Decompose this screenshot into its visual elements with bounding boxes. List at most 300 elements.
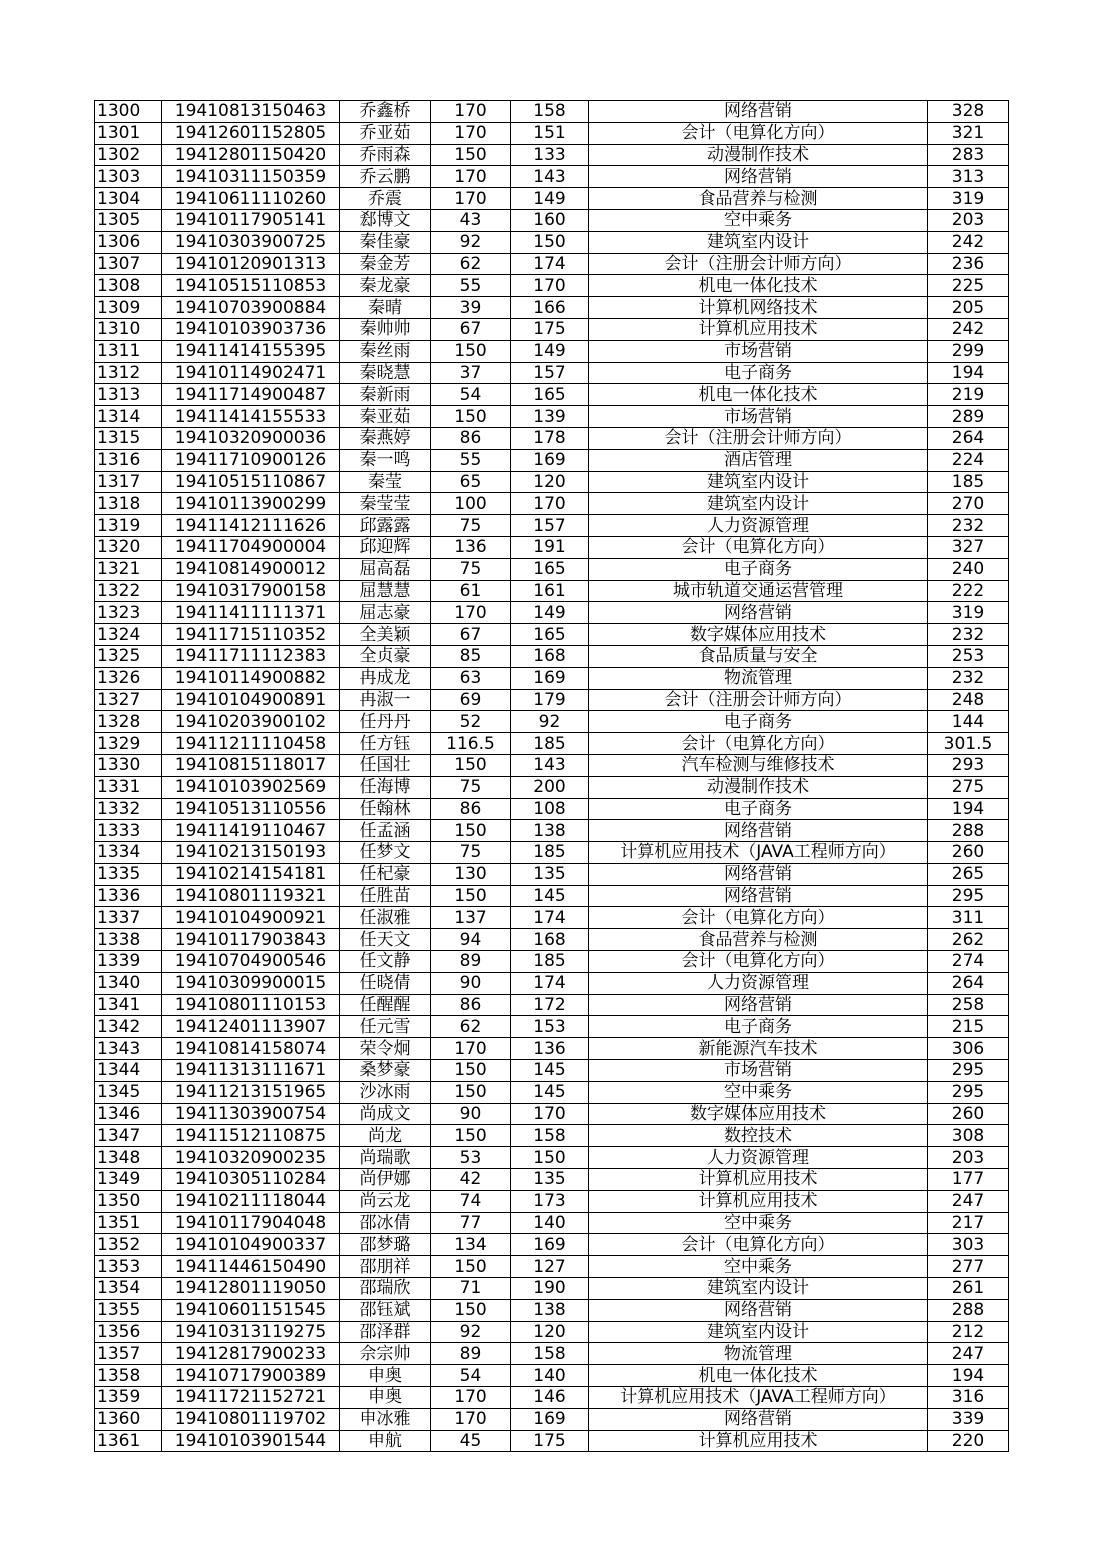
- score-1-cell: 54: [431, 384, 511, 406]
- name-cell: 秦佳豪: [340, 231, 431, 253]
- major-cell: 城市轨道交通运营管理: [589, 580, 928, 602]
- total-score-cell: 205: [928, 297, 1009, 319]
- major-cell: 动漫制作技术: [589, 144, 928, 166]
- total-score-cell: 274: [928, 951, 1009, 973]
- seq-cell: 1315: [95, 427, 162, 449]
- name-cell: 尚伊娜: [340, 1169, 431, 1191]
- score-2-cell: 175: [511, 318, 589, 340]
- exam-id-cell: 19410801119702: [162, 1408, 340, 1430]
- seq-cell: 1319: [95, 515, 162, 537]
- seq-cell: 1345: [95, 1081, 162, 1103]
- seq-cell: 1324: [95, 624, 162, 646]
- table-row: [95, 1212, 1009, 1234]
- score-1-cell: 92: [431, 1321, 511, 1343]
- total-score-cell: 232: [928, 515, 1009, 537]
- seq-cell: 1321: [95, 558, 162, 580]
- exam-id-cell: 19410703900884: [162, 297, 340, 319]
- name-cell: 秦龙豪: [340, 275, 431, 297]
- score-1-cell: 54: [431, 1365, 511, 1387]
- table-row: [95, 1169, 1009, 1191]
- total-score-cell: 261: [928, 1278, 1009, 1300]
- major-cell: 人力资源管理: [589, 1147, 928, 1169]
- seq-cell: 1312: [95, 362, 162, 384]
- total-score-cell: 288: [928, 1299, 1009, 1321]
- total-score-cell: 232: [928, 624, 1009, 646]
- exam-id-cell: 19410814158074: [162, 1038, 340, 1060]
- total-score-cell: 265: [928, 863, 1009, 885]
- table-row: [95, 122, 1009, 144]
- score-2-cell: 120: [511, 1321, 589, 1343]
- exam-id-cell: 19410813150463: [162, 101, 340, 123]
- score-1-cell: 170: [431, 1038, 511, 1060]
- score-1-cell: 89: [431, 951, 511, 973]
- score-2-cell: 138: [511, 1299, 589, 1321]
- table-row: [95, 951, 1009, 973]
- exam-id-cell: 19410103903736: [162, 318, 340, 340]
- total-score-cell: 194: [928, 798, 1009, 820]
- seq-cell: 1341: [95, 994, 162, 1016]
- major-cell: 电子商务: [589, 711, 928, 733]
- major-cell: 会计（电算化方向）: [589, 733, 928, 755]
- total-score-cell: 253: [928, 645, 1009, 667]
- total-score-cell: 247: [928, 1343, 1009, 1365]
- score-1-cell: 170: [431, 188, 511, 210]
- major-cell: 网络营销: [589, 885, 928, 907]
- exam-id-cell: 19410717900389: [162, 1365, 340, 1387]
- table-row: [95, 1103, 1009, 1125]
- total-score-cell: 258: [928, 994, 1009, 1016]
- table-row: [95, 820, 1009, 842]
- seq-cell: 1343: [95, 1038, 162, 1060]
- name-cell: 秦帅帅: [340, 318, 431, 340]
- major-cell: 动漫制作技术: [589, 776, 928, 798]
- score-1-cell: 170: [431, 602, 511, 624]
- score-2-cell: 157: [511, 362, 589, 384]
- name-cell: 冉淑一: [340, 689, 431, 711]
- major-cell: 会计（电算化方向）: [589, 951, 928, 973]
- table-row: [95, 1081, 1009, 1103]
- table-row: [95, 1256, 1009, 1278]
- seq-cell: 1300: [95, 101, 162, 123]
- major-cell: 计算机应用技术: [589, 318, 928, 340]
- score-1-cell: 77: [431, 1212, 511, 1234]
- score-1-cell: 86: [431, 427, 511, 449]
- seq-cell: 1339: [95, 951, 162, 973]
- total-score-cell: 277: [928, 1256, 1009, 1278]
- seq-cell: 1353: [95, 1256, 162, 1278]
- seq-cell: 1352: [95, 1234, 162, 1256]
- name-cell: 秦一鸣: [340, 449, 431, 471]
- total-score-cell: 236: [928, 253, 1009, 275]
- major-cell: 建筑室内设计: [589, 1321, 928, 1343]
- seq-cell: 1322: [95, 580, 162, 602]
- major-cell: 会计（电算化方向）: [589, 122, 928, 144]
- exam-id-cell: 19410104900337: [162, 1234, 340, 1256]
- major-cell: 会计（注册会计师方向）: [589, 689, 928, 711]
- score-1-cell: 86: [431, 994, 511, 1016]
- score-1-cell: 71: [431, 1278, 511, 1300]
- exam-id-cell: 19410103901544: [162, 1430, 340, 1452]
- name-cell: 秦亚茹: [340, 406, 431, 428]
- seq-cell: 1356: [95, 1321, 162, 1343]
- major-cell: 空中乘务: [589, 209, 928, 231]
- name-cell: 尚云龙: [340, 1190, 431, 1212]
- score-2-cell: 158: [511, 101, 589, 123]
- name-cell: 任胜苗: [340, 885, 431, 907]
- major-cell: 市场营销: [589, 1060, 928, 1082]
- total-score-cell: 260: [928, 1103, 1009, 1125]
- exam-id-cell: 19410211118044: [162, 1190, 340, 1212]
- name-cell: 秦晴: [340, 297, 431, 319]
- total-score-cell: 306: [928, 1038, 1009, 1060]
- score-1-cell: 150: [431, 1256, 511, 1278]
- table-row: [95, 275, 1009, 297]
- name-cell: 任晓倩: [340, 972, 431, 994]
- score-2-cell: 150: [511, 231, 589, 253]
- major-cell: 数字媒体应用技术: [589, 624, 928, 646]
- score-1-cell: 37: [431, 362, 511, 384]
- name-cell: 乔云鹏: [340, 166, 431, 188]
- name-cell: 邵瑞欣: [340, 1278, 431, 1300]
- score-2-cell: 127: [511, 1256, 589, 1278]
- major-cell: 建筑室内设计: [589, 493, 928, 515]
- name-cell: 秦金芳: [340, 253, 431, 275]
- score-2-cell: 151: [511, 122, 589, 144]
- table-row: [95, 972, 1009, 994]
- table-row: [95, 1147, 1009, 1169]
- table-row: [95, 885, 1009, 907]
- table-row: [95, 1321, 1009, 1343]
- name-cell: 秦莹莹: [340, 493, 431, 515]
- score-1-cell: 75: [431, 558, 511, 580]
- name-cell: 任国壮: [340, 754, 431, 776]
- score-2-cell: 158: [511, 1125, 589, 1147]
- major-cell: 计算机应用技术: [589, 1190, 928, 1212]
- exam-id-cell: 19410814900012: [162, 558, 340, 580]
- score-2-cell: 168: [511, 929, 589, 951]
- exam-id-cell: 19411412111626: [162, 515, 340, 537]
- seq-cell: 1358: [95, 1365, 162, 1387]
- seq-cell: 1357: [95, 1343, 162, 1365]
- table-row: [95, 580, 1009, 602]
- total-score-cell: 339: [928, 1408, 1009, 1430]
- table-row: [95, 340, 1009, 362]
- exam-id-cell: 19410601151545: [162, 1299, 340, 1321]
- name-cell: 尚龙: [340, 1125, 431, 1147]
- exam-id-cell: 19410305110284: [162, 1169, 340, 1191]
- total-score-cell: 212: [928, 1321, 1009, 1343]
- score-1-cell: 150: [431, 406, 511, 428]
- score-2-cell: 170: [511, 275, 589, 297]
- seq-cell: 1331: [95, 776, 162, 798]
- exam-id-cell: 19410311150359: [162, 166, 340, 188]
- exam-id-cell: 19410117903843: [162, 929, 340, 951]
- score-2-cell: 185: [511, 733, 589, 755]
- total-score-cell: 242: [928, 318, 1009, 340]
- total-score-cell: 295: [928, 1060, 1009, 1082]
- score-2-cell: 145: [511, 1060, 589, 1082]
- score-1-cell: 130: [431, 863, 511, 885]
- table-row: [95, 209, 1009, 231]
- table-row: [95, 1343, 1009, 1365]
- score-2-cell: 200: [511, 776, 589, 798]
- score-1-cell: 67: [431, 318, 511, 340]
- score-1-cell: 61: [431, 580, 511, 602]
- total-score-cell: 177: [928, 1169, 1009, 1191]
- score-2-cell: 140: [511, 1212, 589, 1234]
- seq-cell: 1346: [95, 1103, 162, 1125]
- score-2-cell: 174: [511, 907, 589, 929]
- exam-id-cell: 19410704900546: [162, 951, 340, 973]
- score-2-cell: 170: [511, 493, 589, 515]
- seq-cell: 1347: [95, 1125, 162, 1147]
- score-1-cell: 136: [431, 536, 511, 558]
- name-cell: 秦燕婷: [340, 427, 431, 449]
- seq-cell: 1338: [95, 929, 162, 951]
- table-row: [95, 427, 1009, 449]
- exam-id-cell: 19411704900004: [162, 536, 340, 558]
- score-1-cell: 52: [431, 711, 511, 733]
- total-score-cell: 264: [928, 972, 1009, 994]
- seq-cell: 1302: [95, 144, 162, 166]
- score-1-cell: 150: [431, 144, 511, 166]
- exam-id-cell: 19411710900126: [162, 449, 340, 471]
- exam-id-cell: 19411213151965: [162, 1081, 340, 1103]
- major-cell: 物流管理: [589, 1343, 928, 1365]
- score-2-cell: 140: [511, 1365, 589, 1387]
- score-1-cell: 150: [431, 340, 511, 362]
- total-score-cell: 242: [928, 231, 1009, 253]
- total-score-cell: 219: [928, 384, 1009, 406]
- score-2-cell: 165: [511, 558, 589, 580]
- exam-id-cell: 19411211110458: [162, 733, 340, 755]
- score-1-cell: 74: [431, 1190, 511, 1212]
- total-score-cell: 262: [928, 929, 1009, 951]
- total-score-cell: 217: [928, 1212, 1009, 1234]
- exam-id-cell: 19411414155395: [162, 340, 340, 362]
- score-1-cell: 55: [431, 449, 511, 471]
- total-score-cell: 248: [928, 689, 1009, 711]
- seq-cell: 1344: [95, 1060, 162, 1082]
- score-1-cell: 67: [431, 624, 511, 646]
- table-row: [95, 1408, 1009, 1430]
- name-cell: 邵冰倩: [340, 1212, 431, 1234]
- major-cell: 建筑室内设计: [589, 471, 928, 493]
- score-2-cell: 135: [511, 863, 589, 885]
- exam-id-cell: 19412801119050: [162, 1278, 340, 1300]
- total-score-cell: 311: [928, 907, 1009, 929]
- exam-id-cell: 19411414155533: [162, 406, 340, 428]
- score-2-cell: 143: [511, 166, 589, 188]
- score-1-cell: 62: [431, 253, 511, 275]
- score-1-cell: 45: [431, 1430, 511, 1452]
- table-row: [95, 449, 1009, 471]
- total-score-cell: 215: [928, 1016, 1009, 1038]
- exam-id-cell: 19411711112383: [162, 645, 340, 667]
- name-cell: 邵梦璐: [340, 1234, 431, 1256]
- name-cell: 邱迎辉: [340, 536, 431, 558]
- exam-id-cell: 19412401113907: [162, 1016, 340, 1038]
- exam-id-cell: 19410213150193: [162, 842, 340, 864]
- table-row: [95, 645, 1009, 667]
- seq-cell: 1359: [95, 1387, 162, 1409]
- total-score-cell: 321: [928, 122, 1009, 144]
- major-cell: 会计（注册会计师方向）: [589, 253, 928, 275]
- table-row: [95, 558, 1009, 580]
- exam-id-cell: 19410313119275: [162, 1321, 340, 1343]
- name-cell: 申航: [340, 1430, 431, 1452]
- total-score-cell: 327: [928, 536, 1009, 558]
- score-1-cell: 150: [431, 1060, 511, 1082]
- score-2-cell: 191: [511, 536, 589, 558]
- score-1-cell: 90: [431, 1103, 511, 1125]
- total-score-cell: 194: [928, 1365, 1009, 1387]
- score-2-cell: 161: [511, 580, 589, 602]
- seq-cell: 1360: [95, 1408, 162, 1430]
- seq-cell: 1342: [95, 1016, 162, 1038]
- total-score-cell: 319: [928, 602, 1009, 624]
- major-cell: 计算机应用技术: [589, 1430, 928, 1452]
- name-cell: 乔亚茹: [340, 122, 431, 144]
- table-row: [95, 1016, 1009, 1038]
- seq-cell: 1310: [95, 318, 162, 340]
- score-2-cell: 157: [511, 515, 589, 537]
- score-2-cell: 143: [511, 754, 589, 776]
- seq-cell: 1323: [95, 602, 162, 624]
- seq-cell: 1326: [95, 667, 162, 689]
- score-2-cell: 158: [511, 1343, 589, 1365]
- table-row: [95, 711, 1009, 733]
- exam-id-cell: 19411313111671: [162, 1060, 340, 1082]
- total-score-cell: 293: [928, 754, 1009, 776]
- score-2-cell: 170: [511, 1103, 589, 1125]
- major-cell: 食品质量与安全: [589, 645, 928, 667]
- major-cell: 网络营销: [589, 994, 928, 1016]
- name-cell: 佘宗帅: [340, 1343, 431, 1365]
- seq-cell: 1330: [95, 754, 162, 776]
- score-2-cell: 160: [511, 209, 589, 231]
- score-1-cell: 90: [431, 972, 511, 994]
- name-cell: 任方钰: [340, 733, 431, 755]
- exam-id-cell: 19410203900102: [162, 711, 340, 733]
- total-score-cell: 260: [928, 842, 1009, 864]
- name-cell: 申奥: [340, 1365, 431, 1387]
- name-cell: 任丹丹: [340, 711, 431, 733]
- score-2-cell: 169: [511, 449, 589, 471]
- exam-id-cell: 19411721152721: [162, 1387, 340, 1409]
- name-cell: 郄博文: [340, 209, 431, 231]
- table-row: [95, 689, 1009, 711]
- score-1-cell: 86: [431, 798, 511, 820]
- total-score-cell: 289: [928, 406, 1009, 428]
- table-row: [95, 493, 1009, 515]
- table-row: [95, 754, 1009, 776]
- seq-cell: 1305: [95, 209, 162, 231]
- score-1-cell: 75: [431, 515, 511, 537]
- score-1-cell: 150: [431, 754, 511, 776]
- total-score-cell: 225: [928, 275, 1009, 297]
- exam-id-cell: 19410515110853: [162, 275, 340, 297]
- name-cell: 乔鑫桥: [340, 101, 431, 123]
- table-row: [95, 929, 1009, 951]
- exam-id-cell: 19411411111371: [162, 602, 340, 624]
- score-2-cell: 175: [511, 1430, 589, 1452]
- total-score-cell: 222: [928, 580, 1009, 602]
- table-row: [95, 536, 1009, 558]
- seq-cell: 1329: [95, 733, 162, 755]
- score-2-cell: 133: [511, 144, 589, 166]
- name-cell: 任杞豪: [340, 863, 431, 885]
- score-1-cell: 65: [431, 471, 511, 493]
- table-row: [95, 362, 1009, 384]
- score-1-cell: 85: [431, 645, 511, 667]
- seq-cell: 1328: [95, 711, 162, 733]
- score-2-cell: 149: [511, 188, 589, 210]
- total-score-cell: 303: [928, 1234, 1009, 1256]
- score-2-cell: 92: [511, 711, 589, 733]
- total-score-cell: 288: [928, 820, 1009, 842]
- exam-id-cell: 19410320900235: [162, 1147, 340, 1169]
- name-cell: 屈慧慧: [340, 580, 431, 602]
- table-row: [95, 253, 1009, 275]
- total-score-cell: 185: [928, 471, 1009, 493]
- total-score-cell: 319: [928, 188, 1009, 210]
- score-1-cell: 89: [431, 1343, 511, 1365]
- table-row: [95, 863, 1009, 885]
- seq-cell: 1318: [95, 493, 162, 515]
- seq-cell: 1304: [95, 188, 162, 210]
- score-1-cell: 150: [431, 820, 511, 842]
- name-cell: 申奥: [340, 1387, 431, 1409]
- table-row: [95, 406, 1009, 428]
- major-cell: 会计（注册会计师方向）: [589, 427, 928, 449]
- table-row: [95, 776, 1009, 798]
- score-2-cell: 166: [511, 297, 589, 319]
- exam-id-cell: 19410513110556: [162, 798, 340, 820]
- total-score-cell: 220: [928, 1430, 1009, 1452]
- table-row: [95, 907, 1009, 929]
- score-1-cell: 150: [431, 885, 511, 907]
- score-2-cell: 138: [511, 820, 589, 842]
- table-row: [95, 624, 1009, 646]
- score-1-cell: 53: [431, 1147, 511, 1169]
- score-1-cell: 75: [431, 842, 511, 864]
- major-cell: 人力资源管理: [589, 972, 928, 994]
- major-cell: 机电一体化技术: [589, 275, 928, 297]
- exam-id-cell: 19410303900725: [162, 231, 340, 253]
- score-2-cell: 120: [511, 471, 589, 493]
- exam-id-cell: 19411419110467: [162, 820, 340, 842]
- total-score-cell: 313: [928, 166, 1009, 188]
- major-cell: 计算机网络技术: [589, 297, 928, 319]
- exam-id-cell: 19411512110875: [162, 1125, 340, 1147]
- table-row: [95, 471, 1009, 493]
- seq-cell: 1348: [95, 1147, 162, 1169]
- table-row: [95, 384, 1009, 406]
- score-2-cell: 139: [511, 406, 589, 428]
- seq-cell: 1333: [95, 820, 162, 842]
- exam-id-cell: 19410104900921: [162, 907, 340, 929]
- name-cell: 邵朋祥: [340, 1256, 431, 1278]
- table-row: [95, 1125, 1009, 1147]
- score-2-cell: 153: [511, 1016, 589, 1038]
- seq-cell: 1361: [95, 1430, 162, 1452]
- major-cell: 市场营销: [589, 406, 928, 428]
- score-1-cell: 42: [431, 1169, 511, 1191]
- total-score-cell: 224: [928, 449, 1009, 471]
- score-1-cell: 170: [431, 166, 511, 188]
- major-cell: 电子商务: [589, 558, 928, 580]
